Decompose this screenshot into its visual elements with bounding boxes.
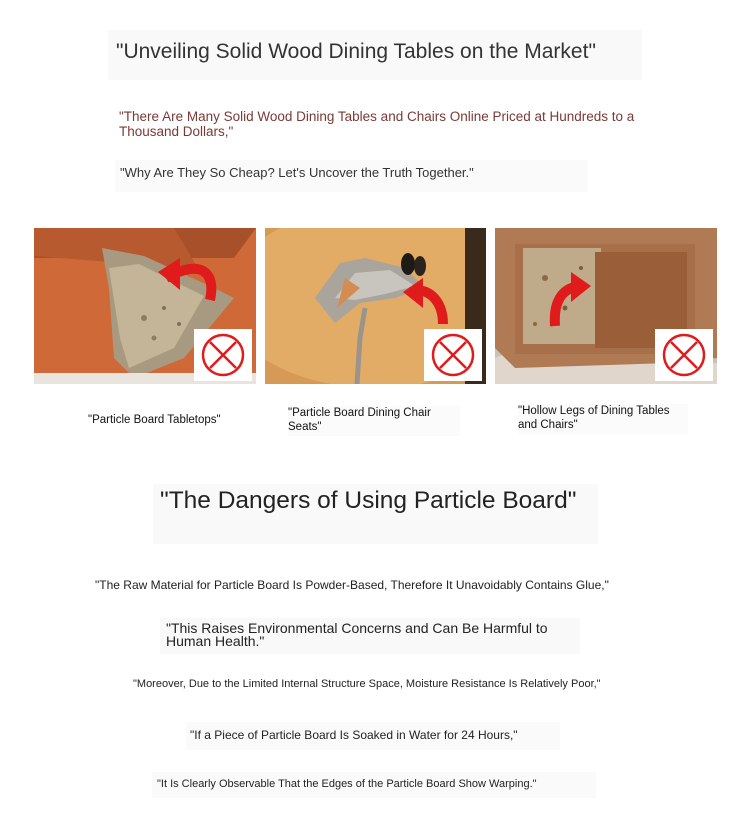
- x-circle-icon: [661, 332, 707, 378]
- photo-particle-board-tabletop: [34, 228, 256, 384]
- danger-point-4: "If a Piece of Particle Board Is Soaked in Water for 24 Hours,": [186, 722, 560, 750]
- danger-point-5: "It Is Clearly Observable That the Edges of the Particle Board Show Warping.": [152, 772, 596, 798]
- reject-mark: [194, 329, 252, 381]
- intro-subtitle: "There Are Many Solid Wood Dining Tables and Chairs Online Priced at Hundreds to a Thousand Dollars,": [119, 109, 635, 139]
- photo-particle-board-chair-seat: [265, 228, 486, 384]
- page-title: "Unveiling Solid Wood Dining Tables on the Market": [108, 30, 642, 80]
- reject-mark: [655, 329, 713, 381]
- dangers-heading: "The Dangers of Using Particle Board": [153, 484, 598, 544]
- x-circle-icon: [430, 332, 476, 378]
- danger-point-3: "Moreover, Due to the Limited Internal Structure Space, Moisture Resistance Is Relatively Poor,": [133, 678, 601, 690]
- caption-tabletops: "Particle Board Tabletops": [88, 414, 221, 426]
- x-circle-icon: [200, 332, 246, 378]
- caption-chair-seats: "Particle Board Dining Chair Seats": [288, 406, 460, 436]
- caption-hollow-legs: "Hollow Legs of Dining Tables and Chairs": [518, 404, 688, 434]
- photo-hollow-legs: [495, 228, 717, 384]
- danger-point-1: "The Raw Material for Particle Board Is Powder-Based, Therefore It Unavoidably Contains Glue,": [95, 578, 609, 592]
- intro-question: "Why Are They So Cheap? Let's Uncover the Truth Together.": [115, 160, 587, 192]
- danger-point-2: "This Raises Environmental Concerns and Can Be Harmful to Human Health.": [160, 618, 580, 654]
- reject-mark: [424, 329, 482, 381]
